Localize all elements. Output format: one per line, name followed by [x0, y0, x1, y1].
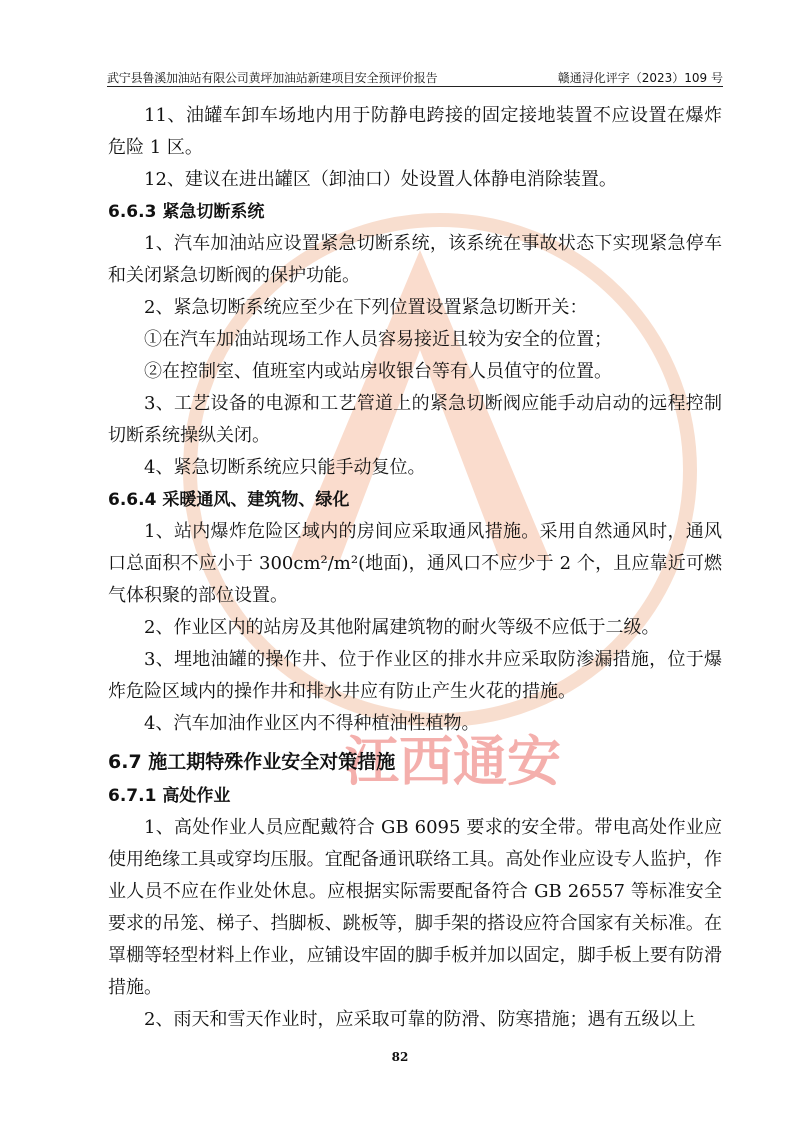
page-number: 82: [391, 1050, 409, 1064]
paragraph: 1、站内爆炸危险区域内的房间应采取通风措施。采用自然通风时，通风口总面积不应小于 300cm²/m²(地面)，通风口不应少于 2 个，且应靠近可燃气体积聚的部位设置。: [108, 521, 722, 606]
paragraph: 2、雨天和雪天作业时，应采取可靠的防滑、防寒措施；遇有五级以上: [144, 1009, 696, 1030]
paragraph: 2、紧急切断系统应至少在下列位置设置紧急切断开关：: [144, 297, 588, 318]
section-heading: 6.7.1 高处作业: [108, 786, 231, 806]
paragraph: 1、汽车加油站应设置紧急切断系统，该系统在事故状态下实现紧急停车和关闭紧急切断阀的保护功能。: [108, 233, 722, 286]
paragraph: ②在控制室、值班室内或站房收银台等有人员值守的位置。: [144, 361, 612, 382]
paragraph: 3、工艺设备的电源和工艺管道上的紧急切断阀应能手动启动的远程控制切断系统操纵关闭。: [108, 393, 722, 446]
watermark-text: 江西通安: [345, 730, 561, 793]
paragraph: 4、紧急切断系统应只能手动复位。: [144, 457, 426, 478]
paragraph: 1、高处作业人员应配戴符合 GB 6095 要求的安全带。带电高处作业应使用绝缘工具或穿均压服。宜配备通讯联络工具。高处作业应设专人监护，作业人员不应在作业处休息。应根据实际需要配备符合 GB 26557 等标准安全要求的吊笼、梯子、挡脚板、跳板等，脚手架的搭设应符合国家有关标准。在罩棚等轻型材料上作业，应铺设牢固的脚手板并加以固定，脚手板上要有防滑措施。: [108, 817, 722, 998]
paragraph: 2、作业区内的站房及其他附属建筑物的耐火等级不应低于二级。: [144, 617, 660, 638]
paragraph: 12、建议在进出罐区（卸油口）处设置人体静电消除装置。: [144, 169, 617, 190]
page-header: [107, 68, 723, 87]
paragraph: 4、汽车加油作业区内不得种植油性植物。: [144, 713, 480, 734]
paragraph: 3、埋地油罐的操作井、位于作业区的排水井应采取防渗漏措施，位于爆炸危险区域内的操作井和排水井应有防止产生火花的措施。: [108, 649, 722, 702]
paragraph: 11、油罐车卸车场地内用于防静电跨接的固定接地装置不应设置在爆炸危险 1 区。: [108, 105, 722, 158]
document-body: [108, 100, 722, 1036]
chapter-heading: 6.7 施工期特殊作业安全对策措施: [108, 751, 396, 773]
header-report-title: 武宁县鲁溪加油站有限公司黄坪加油站新建项目安全预评价报告: [107, 71, 438, 85]
section-heading: 6.6.4 采暖通风、建筑物、绿化: [108, 490, 350, 510]
paragraph: ①在汽车加油站现场工作人员容易接近且较为安全的位置；: [144, 329, 612, 350]
header-report-number: 赣通浔化评字（2023）109 号: [557, 71, 723, 85]
section-heading: 6.6.3 紧急切断系统: [108, 202, 265, 222]
